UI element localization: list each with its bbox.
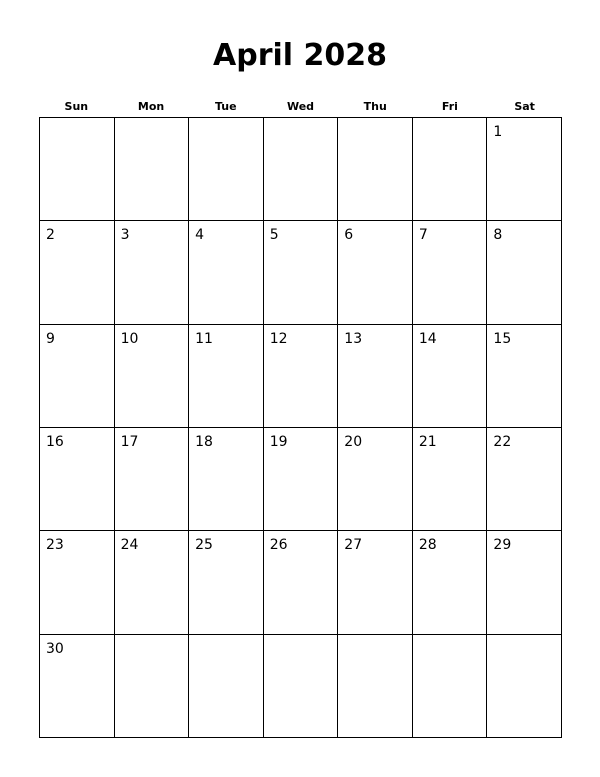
day-number: 13 — [344, 330, 363, 347]
day-cell — [413, 531, 488, 634]
day-cell — [40, 428, 115, 531]
day-number: 25 — [195, 537, 213, 554]
day-number: 21 — [418, 434, 437, 450]
day-number: 10 — [120, 330, 139, 347]
day-number: 11 — [195, 330, 213, 347]
weekday-tue: Tue — [214, 100, 237, 113]
day-number: 1 — [493, 124, 503, 140]
day-number: 16 — [46, 434, 64, 450]
weekday-wed: Wed — [286, 100, 315, 113]
day-cell — [189, 531, 264, 634]
day-cell — [264, 531, 339, 634]
calendar-grid — [39, 117, 562, 738]
day-number: 17 — [120, 434, 139, 450]
day-number: 24 — [120, 537, 139, 554]
day-cell — [487, 221, 562, 324]
day-number: 3 — [120, 227, 130, 244]
day-cell — [40, 531, 115, 634]
day-cell — [487, 428, 562, 531]
day-cell — [264, 221, 339, 324]
day-number: 20 — [344, 434, 363, 450]
day-cell — [264, 325, 339, 428]
day-cell — [487, 531, 562, 634]
weekday-fri: Fri — [441, 100, 458, 113]
day-number: 5 — [269, 227, 279, 244]
day-cell — [264, 635, 339, 738]
day-cell — [189, 118, 264, 221]
day-cell — [338, 118, 413, 221]
weekday-mon: Mon — [137, 100, 165, 113]
day-number: 15 — [493, 330, 512, 347]
day-cell — [487, 635, 562, 738]
day-number: 8 — [493, 227, 503, 244]
day-cell — [413, 428, 488, 531]
day-number: 6 — [344, 227, 354, 244]
day-cell — [189, 221, 264, 324]
day-number: 30 — [46, 640, 64, 657]
day-cell — [115, 531, 190, 634]
day-cell — [338, 221, 413, 324]
day-cell — [264, 428, 339, 531]
day-number: 26 — [269, 537, 288, 554]
day-cell — [413, 221, 488, 324]
day-cell — [189, 325, 264, 428]
day-number: 14 — [418, 330, 437, 347]
day-cell — [189, 428, 264, 531]
day-number: 2 — [46, 227, 55, 244]
weekday-thu: Thu — [363, 100, 387, 113]
day-cell — [40, 118, 115, 221]
day-cell — [115, 635, 190, 738]
day-cell — [487, 118, 562, 221]
day-number: 9 — [46, 330, 55, 347]
weekday-sun: Sun — [64, 100, 89, 113]
day-cell — [413, 118, 488, 221]
day-number: 7 — [418, 227, 428, 244]
day-cell — [338, 635, 413, 738]
day-cell — [40, 325, 115, 428]
day-cell — [413, 325, 488, 428]
day-number: 12 — [269, 330, 288, 347]
day-cell — [189, 635, 264, 738]
day-cell — [487, 325, 562, 428]
day-cell — [115, 428, 190, 531]
day-cell — [413, 635, 488, 738]
day-number: 27 — [344, 537, 363, 554]
day-number: 18 — [195, 434, 213, 450]
day-cell — [338, 531, 413, 634]
day-cell — [264, 118, 339, 221]
day-cell — [40, 221, 115, 324]
day-cell — [40, 635, 115, 738]
day-number: 4 — [195, 227, 205, 244]
day-number: 22 — [493, 434, 512, 450]
day-cell — [115, 221, 190, 324]
weekday-header — [39, 97, 562, 117]
day-cell — [115, 325, 190, 428]
day-number: 29 — [493, 537, 512, 554]
calendar-title: April 2028 — [213, 38, 387, 73]
weekday-sat: Sat — [514, 100, 535, 113]
day-cell — [338, 428, 413, 531]
day-number: 23 — [46, 537, 64, 554]
day-cell — [115, 118, 190, 221]
day-number: 19 — [269, 434, 288, 450]
day-cell — [338, 325, 413, 428]
day-number: 28 — [418, 537, 437, 554]
